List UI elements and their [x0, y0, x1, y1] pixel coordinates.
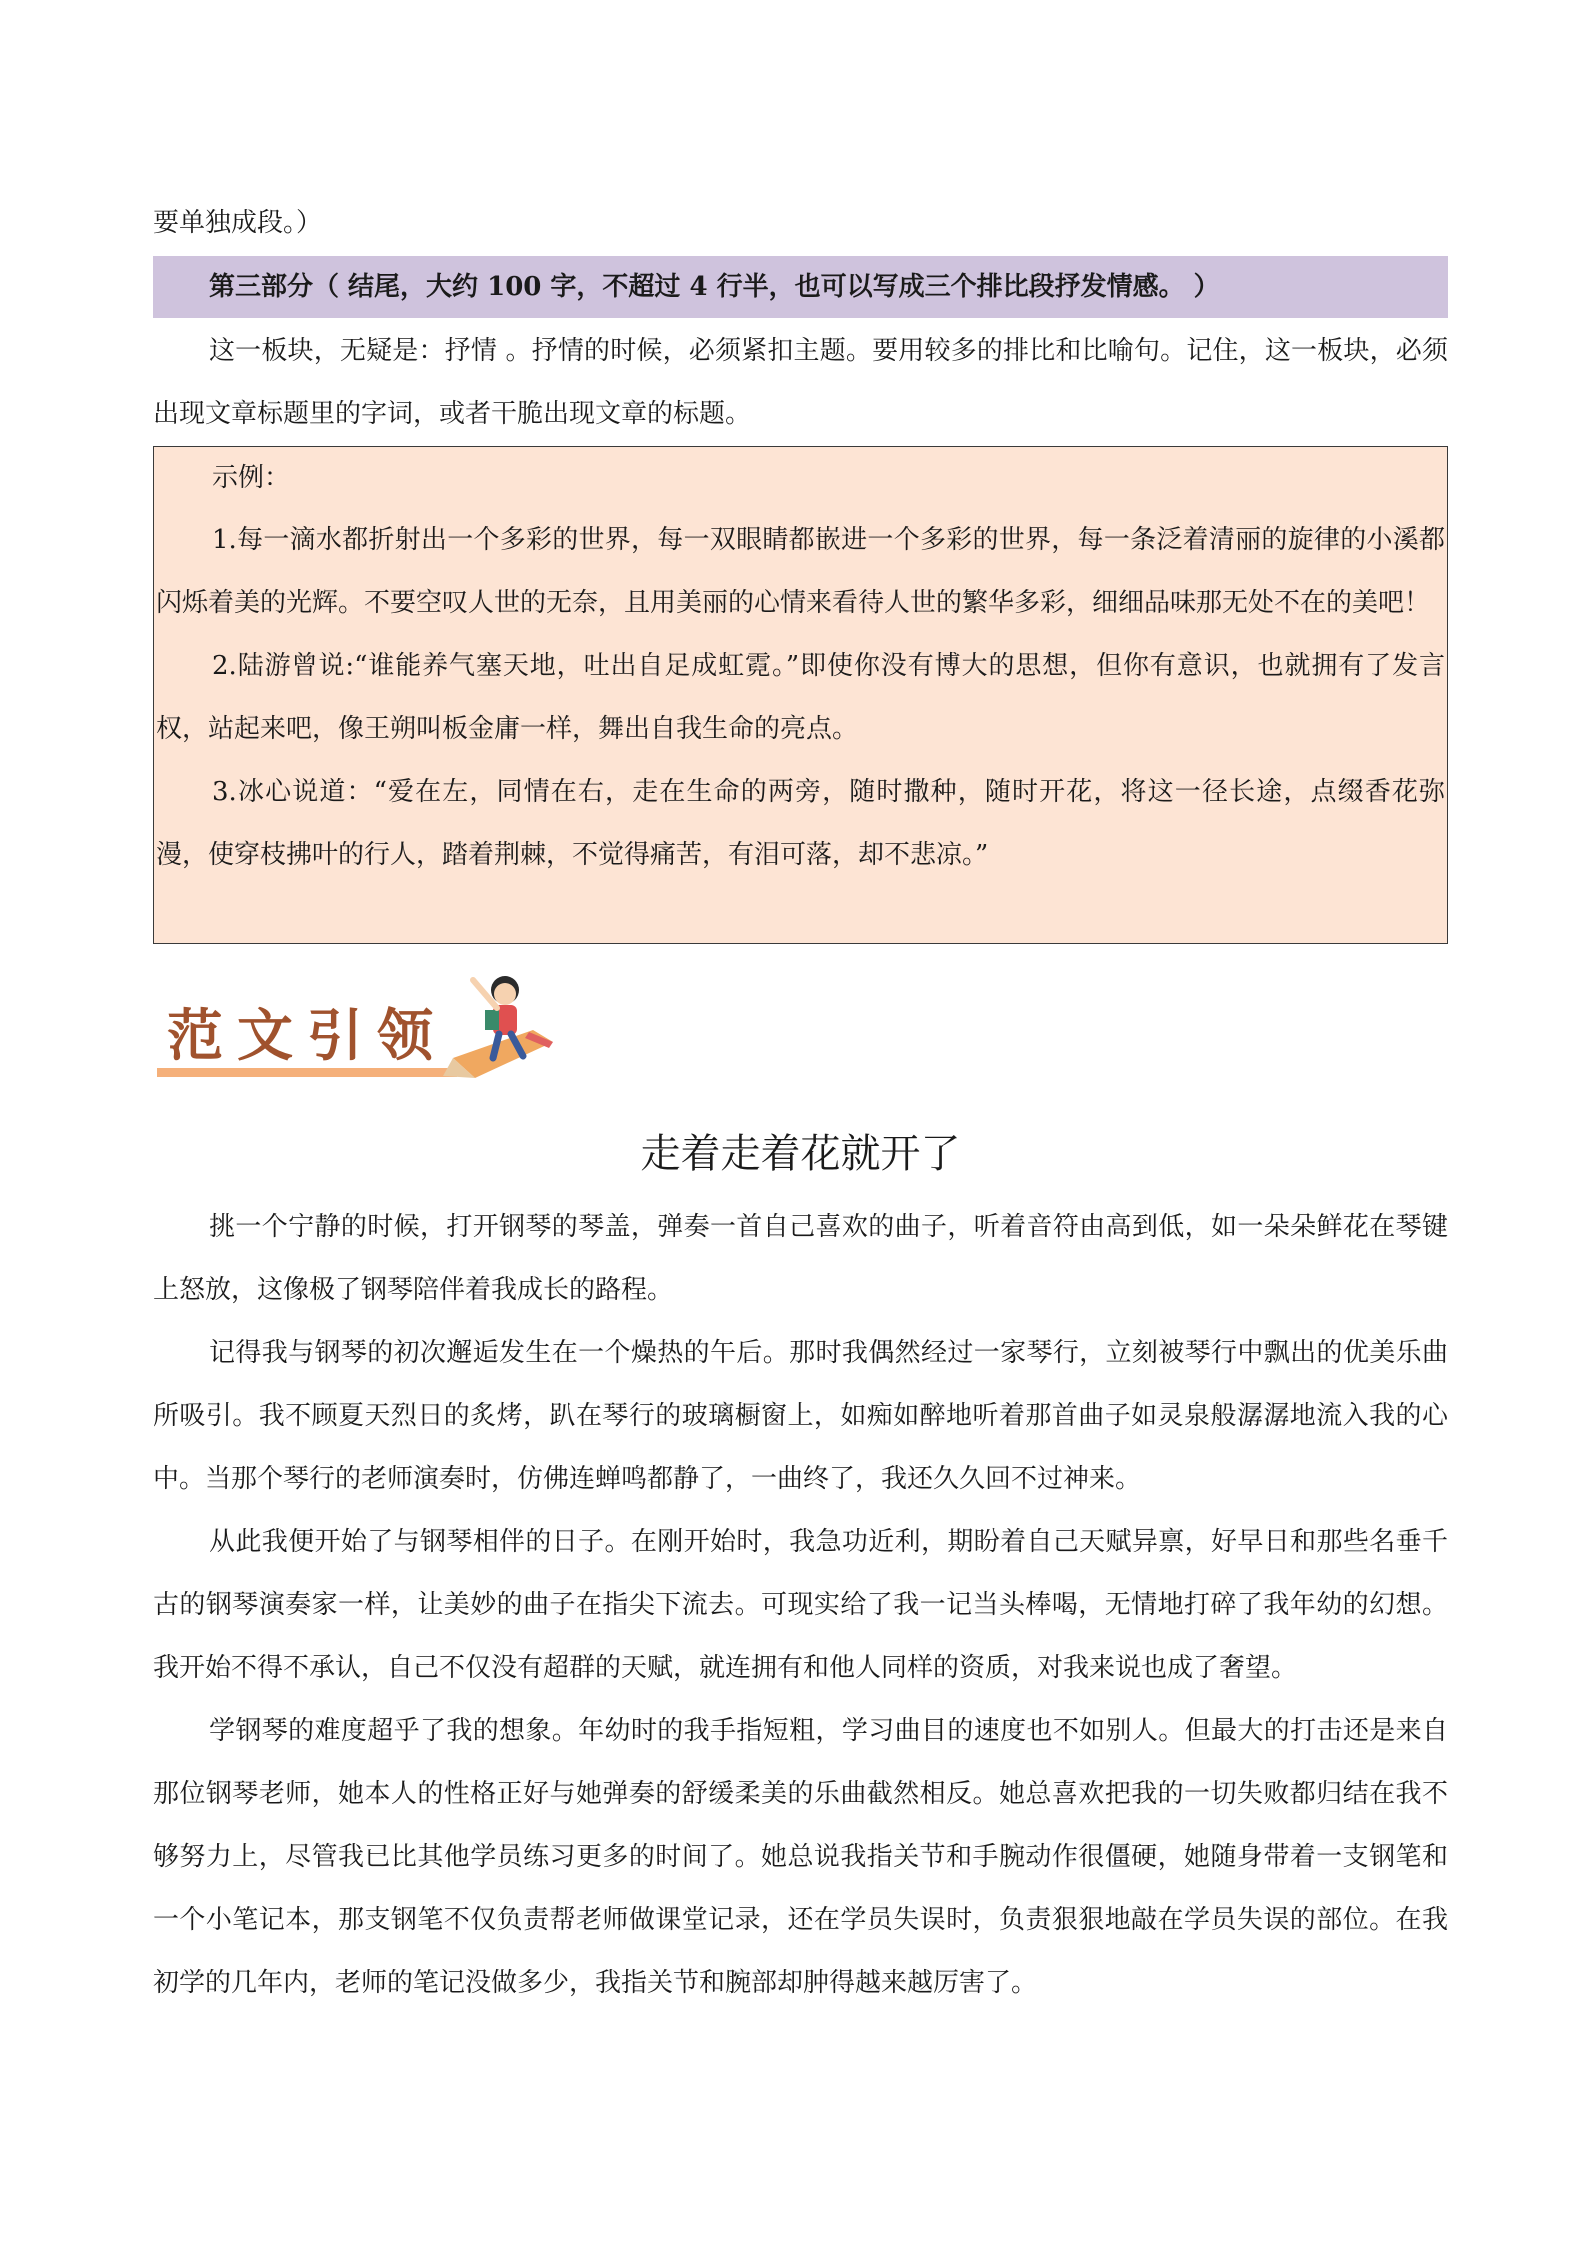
banner-illustration	[153, 950, 573, 1100]
essay-paragraph: 记得我与钢琴的初次邂逅发生在一个燥热的午后。那时我偶然经过一家琴行，立刻被琴行中飘出的优美乐曲所吸引。我不顾夏天烈日的炙烤，趴在琴行的玻璃橱窗上，如痴如醉地听着那首曲子如灵泉般潺潺地流入我的心中。当那个琴行的老师演奏时，仿佛连蝉鸣都静了，一曲终了，我还久久回不过神来。	[153, 1338, 1448, 1494]
banner-stripe	[157, 1068, 457, 1077]
pencil-rider-icon	[443, 976, 553, 1078]
essay-body	[153, 1196, 1448, 2015]
banner-title: 范文引领	[167, 1003, 447, 1069]
section-three-intro: 这一板块，无疑是：抒情 。抒情的时候，必须紧扣主题。要用较多的排比和比喻句。记住，这一板块，必须出现文章标题里的字词，或者干脆出现文章的标题。	[153, 336, 1448, 429]
model-essay-banner	[153, 950, 573, 1100]
essay-paragraph: 从此我便开始了与钢琴相伴的日子。在刚开始时，我急功近利，期盼着自己天赋异禀，好早日和那些名垂千古的钢琴演奏家一样，让美妙的曲子在指尖下流去。可现实给了我一记当头棒喝，无情地打碎了我年幼的幻想。我开始不得不承认，自己不仅没有超群的天赋，就连拥有和他人同样的资质，对我来说也成了奢望。	[153, 1527, 1448, 1683]
essay-paragraph: 学钢琴的难度超乎了我的想象。年幼时的我手指短粗，学习曲目的速度也不如别人。但最大的打击还是来自那位钢琴老师，她本人的性格正好与她弹奏的舒缓柔美的乐曲截然相反。她总喜欢把我的一切失败都归结在我不够努力上，尽管我已比其他学员练习更多的时间了。她总说我指关节和手腕动作很僵硬，她随身带着一支钢笔和一个小笔记本，那支钢笔不仅负责帮老师做课堂记录，还在学员失误时，负责狠狠地敲在学员失误的部位。在我初学的几年内，老师的笔记没做多少，我指关节和腕部却肿得越来越厉害了。	[153, 1716, 1448, 1998]
example-box	[153, 446, 1448, 944]
essay-paragraph: 挑一个宁静的时候，打开钢琴的琴盖，弹奏一首自己喜欢的曲子，听着音符由高到低，如一朵朵鲜花在琴键上怒放，这像极了钢琴陪伴着我成长的路程。	[153, 1212, 1448, 1305]
section-three-heading: 第三部分（ 结尾，大约 100 字，不超过 4 行半，也可以写成三个排比段抒发情感。 ）	[153, 256, 1448, 318]
example-item: 3.冰心说道：“爱在左，同情在右，走在生命的两旁，随时撒种，随时开花，将这一径长途，点缀香花弥漫，使穿枝拂叶的行人，踏着荆棘，不觉得痛苦，有泪可落，却不悲凉。”	[156, 777, 1445, 870]
example-item: 1.每一滴水都折射出一个多彩的世界，每一双眼睛都嵌进一个多彩的世界，每一条泛着清丽的旋律的小溪都闪烁着美的光辉。不要空叹人世的无奈，且用美丽的心情来看待人世的繁华多彩，细细品味那无处不在的美吧！	[156, 525, 1445, 618]
example-item: 2.陆游曾说:“谁能养气塞天地，吐出自足成虹霓。”即使你没有博大的思想，但你有意识，也就拥有了发言权，站起来吧，像王朔叫板金庸一样，舞出自我生命的亮点。	[156, 651, 1445, 744]
carry-over-text: 要单独成段。）	[153, 208, 323, 238]
example-label: 示例：	[212, 463, 291, 493]
essay-title: 走着走着花就开了	[640, 1131, 961, 1177]
